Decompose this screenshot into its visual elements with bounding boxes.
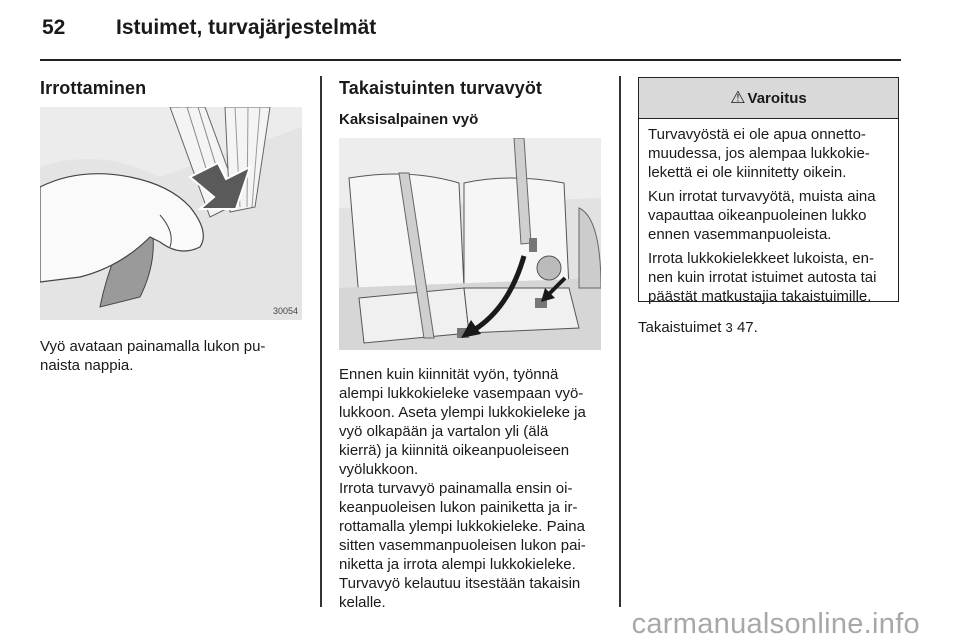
buckle-release-illustration [40,107,302,320]
warning-body [639,119,898,306]
text-line: Irrota turvavyö painamalla ensin oi- [339,480,573,497]
warning-paragraph [648,125,898,182]
text-line: muudessa, jos alempaa lukkokie- [648,145,870,162]
warning-title: Varoitus [747,89,807,107]
text-line: kelalle. [339,594,386,611]
paragraph-fasten-rear-belt [339,365,586,479]
text-line: lukkoon. Aseta ylempi lukkokieleke ja [339,404,586,421]
rear-seat-belt-illustration [339,138,601,350]
header-rule [40,59,901,61]
text-line: Irrota lukkokielekkeet lukoista, en- [648,250,874,267]
text-line: Kun irrotat turvavyötä, muista aina [648,188,876,205]
page-title: Istuimet, turvajärjestelmät [116,16,377,39]
page-number: 52 [42,16,66,39]
text-line: Ennen kuin kiinnität vyön, työnnä [339,366,559,383]
reference-text: Takaistuimet [638,319,722,336]
text-line: vapauttaa oikeanpuoleinen lukko [648,207,867,224]
text-line: alempi lukkokieleke vasempaan vyö- [339,385,584,402]
warning-paragraph [648,249,898,306]
text-line: kierrä) ja kiinnitä oikeanpuoleiseen [339,442,570,459]
warning-header [639,78,898,119]
subheading-kaksisalpainen-vyo: Kaksisalpainen vyö [339,111,479,128]
reference-arrow-icon: 3 [725,320,733,335]
text-line: Turvavyöstä ei ole apua onnetto- [648,126,866,143]
text-line: Vyö avataan painamalla lukon pu- [40,338,266,355]
caption-irrottaminen [40,337,265,375]
watermark: carmanualsonline.info [631,608,920,640]
text-line: rottamalla ylempi lukkokieleke. Paina [339,518,585,535]
reference-target[interactable]: 47. [736,319,758,336]
section-heading-takaistuinten-turvavyot: Takaistuinten turvavyöt [339,78,543,98]
text-line: nen kuin irrotat istuimet autosta tai [648,269,877,286]
text-line: vyölukkoon. [339,461,419,478]
text-line: niketta ja irrota alempi lukkokieleke. [339,556,576,573]
text-line: sitten vasemmanpuoleisen lukon pai- [339,537,586,554]
warning-box [638,77,899,305]
text-line: ennen vasemmanpuoleista. [648,226,832,243]
text-line: vyö olkapään ja vartalon yli (älä [339,423,549,440]
warning-paragraph [648,187,898,244]
cross-reference[interactable] [638,318,758,337]
figure-number: 30054 [272,306,298,316]
text-line: naista nappia. [40,357,134,374]
column-divider [619,76,621,607]
section-heading-irrottaminen: Irrottaminen [40,78,147,98]
warning-triangle-icon: ⚠ [730,88,746,107]
paragraph-release-rear-belt [339,479,586,612]
text-line: keanpuoleisen lukon painiketta ja ir- [339,499,578,516]
column-divider [320,76,322,607]
text-line: Turvavyö kelautuu itsestään takaisin [339,575,581,592]
text-line: päästät matkustajia takaistuimille. [648,288,872,305]
text-line: lekettä ei ole kiinnitetty oikein. [648,164,847,181]
